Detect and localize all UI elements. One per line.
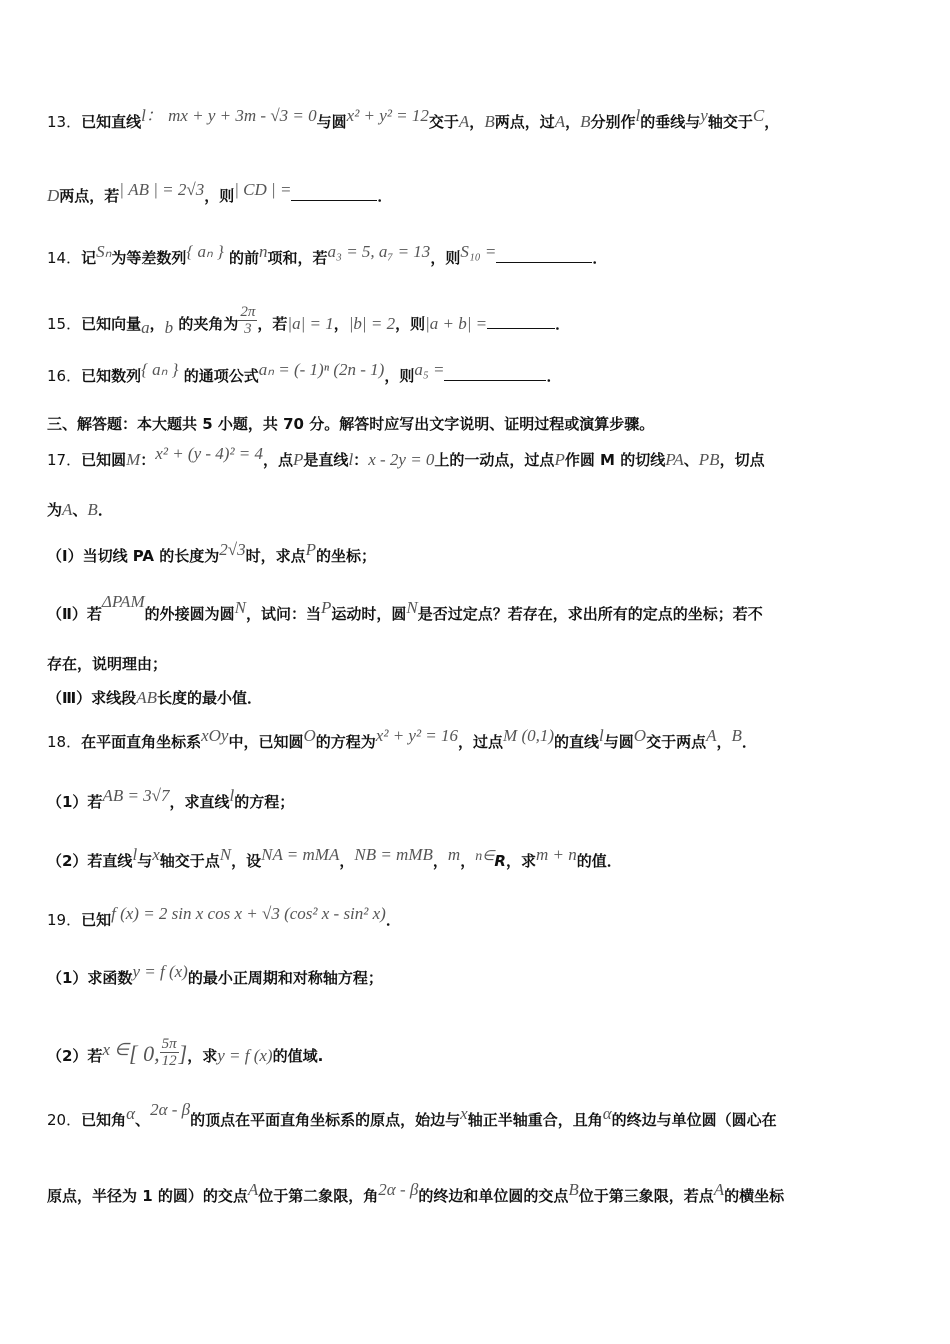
text: 位于第三象限，若点 — [578, 1187, 714, 1205]
text: 交于 — [428, 113, 459, 131]
math: y = f (x) — [217, 1046, 273, 1065]
math: A — [62, 500, 73, 519]
text: 原点，半径为 1 的圆）的交点 — [47, 1187, 248, 1205]
math: O — [303, 726, 316, 745]
text: ． — [555, 315, 571, 333]
fraction — [238, 304, 257, 337]
text: ． — [97, 501, 113, 519]
text: 已知直线 — [81, 113, 142, 131]
text: 、 — [135, 1111, 151, 1129]
text: 运动时，圆 — [331, 605, 407, 623]
text: ， — [469, 113, 485, 131]
math: l — [599, 726, 604, 745]
math: A — [458, 112, 470, 131]
math: l： — [141, 106, 163, 125]
math: x - 2y = 0 — [368, 450, 435, 469]
math: [ 0, — [129, 1041, 160, 1066]
text: 的外接圆为圆 — [144, 605, 235, 623]
q17-line2 — [47, 500, 910, 520]
text: ． — [385, 911, 401, 929]
text: ， — [764, 113, 780, 131]
fraction-denominator: 12 — [161, 1053, 177, 1069]
math: x² + (y - 4)² = 4 — [155, 444, 264, 463]
text: ： — [140, 451, 156, 469]
text: 、 — [683, 451, 699, 469]
text: 轴交于 — [707, 113, 753, 131]
text: 时，求点 — [245, 547, 306, 565]
math: AB — [136, 688, 157, 707]
math: AB = 3√7 — [102, 786, 170, 805]
text: 作圆 M 的切线 — [564, 451, 666, 469]
math: y = f (x) — [132, 962, 188, 981]
text: ， — [716, 733, 732, 751]
text: 两点，过 — [494, 113, 555, 131]
question-number: 17． — [47, 451, 82, 469]
math: D — [47, 186, 60, 205]
fraction-denominator: 3 — [244, 321, 252, 337]
text: 的终边和单位圆的交点 — [418, 1187, 569, 1205]
math: A — [554, 112, 566, 131]
q19-sub2 — [47, 1036, 910, 1073]
text: 为等差数列 — [111, 249, 187, 267]
math: N — [234, 598, 246, 617]
math: 2α - β — [150, 1100, 191, 1119]
question-number: 13． — [47, 113, 82, 131]
question-number: 20． — [47, 1111, 82, 1129]
text: 的顶点在平面直角坐标系的原点，始边与 — [190, 1111, 461, 1129]
math: M (0,1) — [503, 726, 555, 745]
text: 项和，若 — [267, 249, 328, 267]
text: 的前 — [229, 249, 260, 267]
question-number: 14． — [47, 249, 82, 267]
text: 中，已知圆 — [228, 733, 304, 751]
question-number: 19． — [47, 911, 82, 929]
math: α — [126, 1104, 136, 1123]
q17-line1 — [47, 444, 910, 470]
q18-sub1 — [47, 786, 910, 812]
math: N — [406, 598, 418, 617]
math: S₁₀ = — [460, 242, 497, 261]
text: 轴正半轴重合，且角 — [467, 1111, 603, 1129]
text: 的垂线与 — [640, 113, 701, 131]
question-number: 15． — [47, 315, 82, 333]
q18-sub2 — [47, 845, 910, 873]
text: （Ⅱ）若 — [47, 605, 102, 623]
math: a₃ = 5, a₇ = 13 — [327, 242, 431, 261]
math: l — [635, 106, 641, 125]
text: （2）若直线 — [47, 852, 133, 870]
q20-line2 — [47, 1180, 910, 1206]
text: 的横坐标 — [724, 1187, 785, 1205]
math: l — [132, 845, 138, 864]
math: ] — [178, 1041, 188, 1066]
text: ． — [377, 187, 393, 205]
math: |a| = 1 — [287, 314, 334, 333]
answer-blank[interactable] — [291, 188, 377, 201]
math: N — [219, 845, 232, 864]
q13-line2 — [47, 180, 910, 206]
text: 的通项公式 — [183, 367, 259, 385]
text: 与圆 — [316, 113, 347, 131]
text: 分别作 — [590, 113, 636, 131]
text: ，则 — [204, 187, 235, 205]
text: ． — [741, 733, 757, 751]
text: （Ⅲ）求线段 — [47, 689, 137, 707]
math: O — [633, 726, 647, 745]
text: 的夹角为 — [178, 315, 239, 333]
q17-sub2 — [47, 592, 910, 624]
math: P — [305, 540, 317, 559]
text: ，过点 — [458, 733, 504, 751]
math: { aₙ } — [186, 242, 224, 261]
text: ， — [333, 315, 349, 333]
math: x² + y² = 16 — [375, 726, 459, 745]
math: α — [602, 1104, 612, 1123]
math: C — [752, 106, 765, 125]
text: ，求 — [505, 852, 536, 870]
q17-sub3 — [47, 688, 910, 708]
question-number: 18． — [47, 733, 82, 751]
text: 是直线 — [303, 451, 349, 469]
q17-sub1 — [47, 540, 910, 566]
text: ，若 — [257, 315, 288, 333]
text: ： — [353, 451, 369, 469]
text: 上的一动点，过点 — [434, 451, 555, 469]
math: PA — [665, 450, 684, 469]
q19-line — [47, 904, 910, 930]
math: B — [568, 1180, 579, 1199]
math: x ∈ — [102, 1040, 130, 1059]
text: 记 — [81, 249, 97, 267]
math: | CD | = — [234, 180, 292, 199]
text: 已知角 — [81, 1111, 127, 1129]
text: 的坐标； — [316, 547, 377, 565]
math: m + n — [535, 845, 577, 864]
text: 的值． — [576, 852, 622, 870]
math: B — [731, 726, 742, 745]
math: l — [229, 786, 235, 805]
text: 交于两点 — [646, 733, 707, 751]
text: 已知向量 — [81, 315, 142, 333]
q13-line1 — [47, 106, 910, 132]
math: |a + b| = — [425, 314, 488, 333]
text: 的值域. — [272, 1047, 324, 1065]
text: ，求 — [187, 1047, 218, 1065]
q15-line — [47, 304, 910, 341]
text: ，点 — [263, 451, 294, 469]
text: （1）求函数 — [47, 969, 133, 987]
math: B — [580, 112, 591, 131]
math: P — [320, 598, 332, 617]
math: y — [700, 106, 708, 125]
math: { aₙ } — [141, 360, 179, 379]
math: 2√3 — [219, 540, 246, 559]
section-heading: 三、解答题：本大题共 5 小题，共 70 分。解答时应写出文字说明、证明过程或演算步骤。 — [47, 415, 655, 433]
math: NA = mMA — [261, 845, 340, 864]
question-number: 16． — [47, 367, 82, 385]
text: 、 — [72, 501, 88, 519]
math: ΔPAM — [101, 592, 145, 611]
answer-blank[interactable] — [487, 316, 555, 329]
math: m — [447, 845, 461, 864]
math: mx + y + 3m - √3 = 0 — [168, 106, 317, 125]
math: x — [460, 1104, 468, 1123]
math: PB — [698, 450, 720, 469]
text: 两点，若 — [59, 187, 120, 205]
text: 与圆 — [603, 733, 634, 751]
math: n — [259, 242, 268, 261]
text: ， — [432, 852, 448, 870]
text: 与 — [137, 852, 153, 870]
math: 2α - β — [378, 1180, 419, 1199]
text: 已知圆 — [81, 451, 127, 469]
math: l — [348, 450, 354, 469]
math: a — [141, 318, 150, 337]
math: B — [87, 500, 98, 519]
q17-sub2-cont: 存在，说明理由； — [47, 655, 168, 673]
text: （2）若 — [47, 1047, 103, 1065]
text: （Ⅰ）当切线 PA 的长度为 — [47, 547, 220, 565]
text: 轴交于点 — [159, 852, 220, 870]
math: | AB | = 2√3 — [119, 180, 205, 199]
math: xOy — [201, 726, 229, 745]
math: b — [164, 318, 174, 337]
math: M — [126, 450, 141, 469]
text: ， — [339, 852, 355, 870]
math: P — [554, 450, 565, 469]
math: Sₙ — [96, 242, 112, 261]
q20-line1 — [47, 1100, 910, 1130]
text: 的方程； — [234, 793, 295, 811]
fraction — [160, 1036, 179, 1069]
text: 在平面直角坐标系 — [81, 733, 202, 751]
math: P — [293, 450, 304, 469]
text: 长度的最小值． — [156, 689, 262, 707]
math: x² + y² = 12 — [346, 106, 429, 125]
math: x — [152, 845, 160, 864]
text: ， — [149, 315, 165, 333]
text: 的终边与单位圆（圆心在 — [611, 1111, 777, 1129]
text: ． — [546, 367, 562, 385]
math: A — [247, 1180, 259, 1199]
math: A — [706, 726, 717, 745]
text: ，求直线 — [169, 793, 230, 811]
math: aₙ = (- 1)ⁿ (2n - 1) — [258, 360, 385, 379]
math: n∈ — [475, 849, 495, 864]
text: 的方程为 — [315, 733, 376, 751]
text: 为 — [47, 501, 63, 519]
text: ， — [460, 852, 476, 870]
answer-blank[interactable] — [444, 368, 546, 381]
math: A — [713, 1180, 725, 1199]
math: B — [484, 112, 495, 131]
q14-line — [47, 242, 910, 268]
text: ，试问：当 — [245, 605, 321, 623]
text: （1）若 — [47, 793, 103, 811]
text: 是否过定点？若存在，求出所有的定点的坐标；若不 — [417, 605, 763, 623]
q18-line — [47, 726, 910, 752]
text: 已知 — [81, 911, 112, 929]
fraction-numerator: 2π — [240, 304, 256, 320]
text: ，则 — [384, 367, 415, 385]
text: ，切点 — [719, 451, 765, 469]
text: ，则 — [430, 249, 461, 267]
text: 的最小正周期和对称轴方程； — [187, 969, 383, 987]
math: a₅ = — [414, 360, 445, 379]
text: ，则 — [395, 315, 426, 333]
text: R — [494, 852, 506, 870]
text: 的直线 — [554, 733, 600, 751]
text: ，设 — [231, 852, 262, 870]
math: f (x) = 2 sin x cos x + √3 (cos² x - sin² x) — [111, 904, 386, 923]
text: 已知数列 — [81, 367, 142, 385]
text: ， — [565, 113, 581, 131]
q19-sub1 — [47, 962, 910, 988]
text: 位于第二象限，角 — [258, 1187, 379, 1205]
math: NB = mMB — [354, 845, 433, 864]
fraction-numerator: 5π — [161, 1036, 177, 1052]
q16-line — [47, 360, 910, 386]
math: |b| = 2 — [348, 314, 396, 333]
answer-blank[interactable] — [496, 250, 592, 263]
text: ． — [592, 249, 608, 267]
